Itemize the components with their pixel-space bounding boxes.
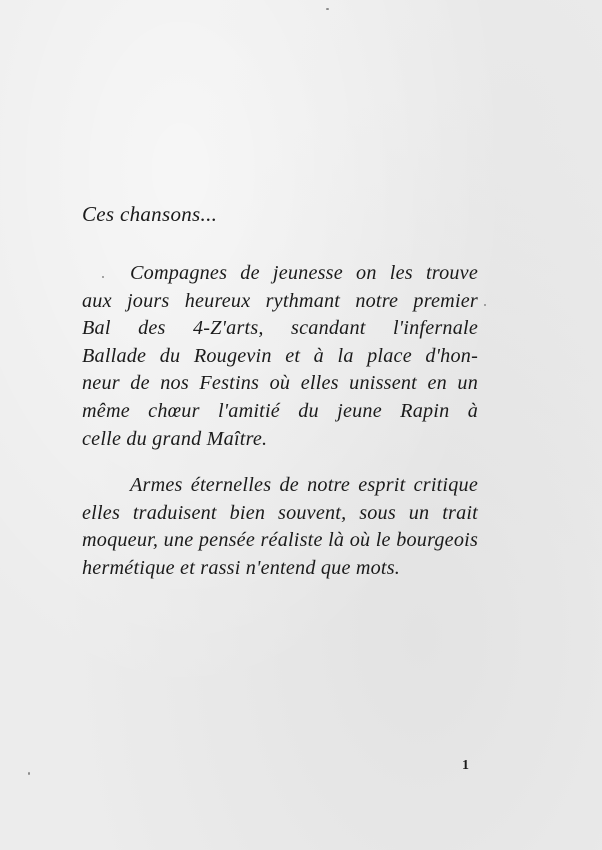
- text-line: moqueur, une pensée réaliste là où le bourgeois: [82, 529, 478, 552]
- paragraph-2: [82, 472, 478, 582]
- paper-speck: [28, 772, 30, 775]
- page-number: 1: [462, 758, 469, 773]
- text-line: Armes éternelles de notre esprit critique: [130, 474, 478, 496]
- text-line: Compagnes de jeunesse on les trouve: [130, 262, 478, 284]
- paper-speck: [484, 304, 486, 306]
- text-line: même chœur l'amitié du jeune Rapin à: [82, 399, 478, 422]
- text-line: Ballade du Rougevin et à la place d'hon-: [82, 344, 478, 367]
- text-line: hermétique et rassi n'entend que mots.: [82, 556, 401, 579]
- text-line: elles traduisent bien souvent, sous un trait: [82, 501, 478, 524]
- page-heading: Ces chansons...: [82, 202, 218, 226]
- text-line: celle du grand Maître.: [82, 427, 268, 450]
- paper-speck: [326, 8, 329, 10]
- paragraph-1: [82, 260, 478, 453]
- text-line: aux jours heureux rythmant notre premier: [82, 289, 478, 312]
- text-line: Bal des 4-Z'arts, scandant l'infernale: [82, 317, 478, 340]
- text-line: neur de nos Festins où elles unissent en un: [82, 372, 478, 395]
